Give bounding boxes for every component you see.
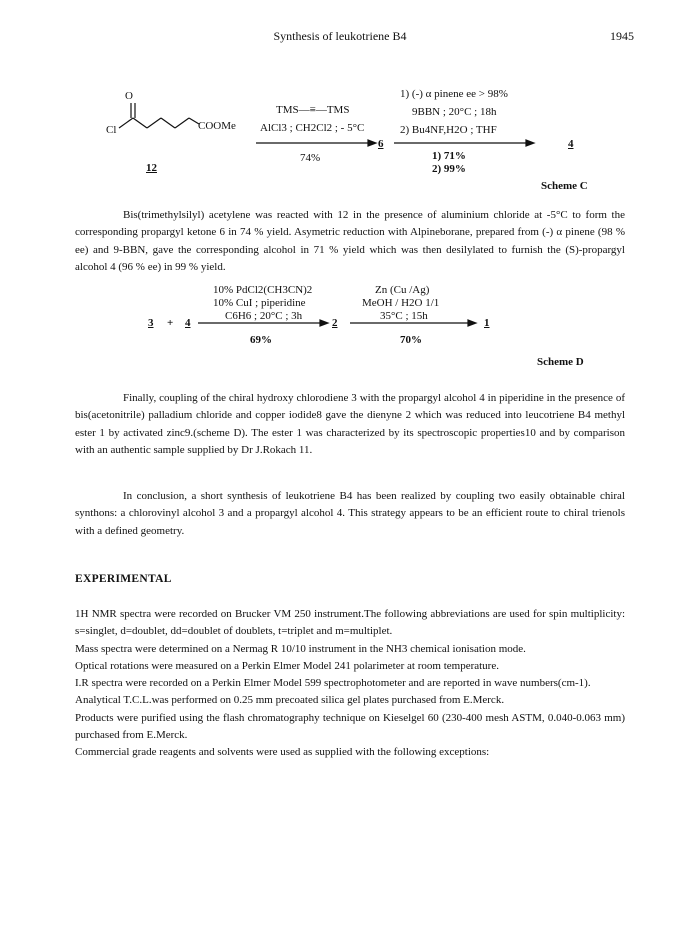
experimental-line: Optical rotations were measured on a Perkin Elmer Model 241 polarimeter at room temperature. (75, 659, 499, 672)
paragraph-text: Finally, coupling of the chiral hydroxy chlorodiene 3 with the propargyl alcohol 4 in piperidine in the presence of bis(acetonitrile) palladium chloride and copper iodide8 gave the dienyne 2 which was reduced into leucotriene B4 methyl ester 1 by activated zinc9.(scheme D). The ester 1 was characterized by its spectroscopic properties10 and by comparison with an authentic sample supplied by Dr J.Rokach 11. (75, 392, 625, 456)
scheme-c-yield-1: 74% (300, 152, 321, 164)
scheme-c-conditions-2c: 2) Bu4NF,H2O ; THF (400, 124, 497, 136)
paragraph-scheme-c (75, 207, 625, 276)
experimental-line: 1H NMR spectra were recorded on Brucker VM 250 instrument.The following abbreviations are used for spin multiplicity: s=singlet, d=doublet, dd=doublet of doublets, t=triplet and m=multiplet. (75, 608, 625, 638)
scheme-d-conditions-2b: MeOH / H2O 1/1 (362, 297, 440, 309)
paragraph-conclusion (75, 488, 625, 540)
scheme-d-conditions-1c: C6H6 ; 20°C ; 3h (225, 310, 303, 322)
experimental-line: Analytical T.C.L.was performed on 0.25 mm precoated silica gel plates purchased from E.Merck. (75, 694, 505, 707)
scheme-d-conditions-2a: Zn (Cu /Ag) (375, 284, 430, 296)
experimental-line: Mass spectra were determined on a Nermag R 10/10 instrument in the NH3 chemical ionisation mode. (75, 642, 526, 655)
plus-sign: + (167, 317, 174, 329)
paragraph-text: In conclusion, a short synthesis of leukotriene B4 has been realized by coupling two easily obtainable chiral synthons: a chlorovinyl alcohol 3 and a propargyl alcohol 4. This strategy appears to be an efficient route to chiral trienols with a defined geometry. (75, 490, 625, 537)
ester-group-label: COOMe (198, 120, 236, 132)
scheme-c-conditions-2a: 1) (-) α pinene ee > 98% (400, 88, 508, 100)
paragraph-scheme-d (75, 390, 625, 459)
scheme-d-conditions-1a: 10% PdCl2(CH3CN)2 (213, 284, 313, 296)
carbonyl-oxygen-label: O (125, 90, 133, 102)
compound-2-label: 2 (332, 317, 338, 329)
scheme-c-yield-2b: 2) 99% (432, 163, 466, 175)
experimental-line: I.R spectra were recorded on a Perkin Elmer Model 599 spectrophotometer and are reported in wave numbers(cm-1). (75, 677, 591, 690)
scheme-d-title: Scheme D (537, 356, 584, 368)
experimental-line: Products were purified using the flash chromatography technique on Kieselgel 60 (230-400 mesh ASTM, 0.040-0.063 mm) purchased from E.Merck. (75, 711, 625, 742)
compound-12-label: 12 (146, 162, 157, 174)
experimental-line: Commercial grade reagents and solvents were used as supplied with the following exceptions: (75, 746, 490, 759)
section-title-experimental: EXPERIMENTAL (75, 573, 172, 585)
compound-3-label: 3 (148, 317, 154, 329)
compound-1-label: 1 (484, 317, 490, 329)
compound-12-structure (119, 103, 199, 128)
compound-4-label: 4 (568, 138, 574, 150)
scheme-d-conditions-2c: 35°C ; 15h (380, 310, 428, 322)
experimental-list (75, 606, 625, 762)
scheme-c-conditions-2b: 9BBN ; 20°C ; 18h (412, 106, 497, 118)
page-number: 1945 (610, 29, 634, 43)
paragraph-text: Bis(trimethylsilyl) acetylene was reacted with 12 in the presence of aluminium chloride at -5°C to form the corresponding propargyl ketone 6 in 74 % yield. Asymetric reduction with Alpineborane, prepared from (-) α pinene (98 % ee) and 9-BBN, gave the corresponding alcohol in 71 % yield which was then desilylated to furnish the (S)-propargyl alcohol 4 (96 % ee) in 99 % yield. (75, 209, 625, 273)
chlorine-label: Cl (106, 124, 117, 136)
scheme-c-title: Scheme C (541, 180, 588, 192)
scheme-c-yield-2a: 1) 71% (432, 150, 466, 162)
compound-6-label: 6 (378, 138, 384, 150)
running-header-title: Synthesis of leukotriene B4 (273, 29, 407, 43)
scheme-c-conditions-1: AlCl3 ; CH2Cl2 ; - 5°C (260, 122, 365, 134)
scheme-d-yield-2: 70% (400, 334, 422, 346)
scheme-d-conditions-1b: 10% CuI ; piperidine (213, 297, 306, 309)
scheme-d-yield-1: 69% (250, 334, 272, 346)
scheme-c-reagent-tms: TMS—≡—TMS (276, 104, 350, 116)
compound-4-reactant-label: 4 (185, 317, 191, 329)
